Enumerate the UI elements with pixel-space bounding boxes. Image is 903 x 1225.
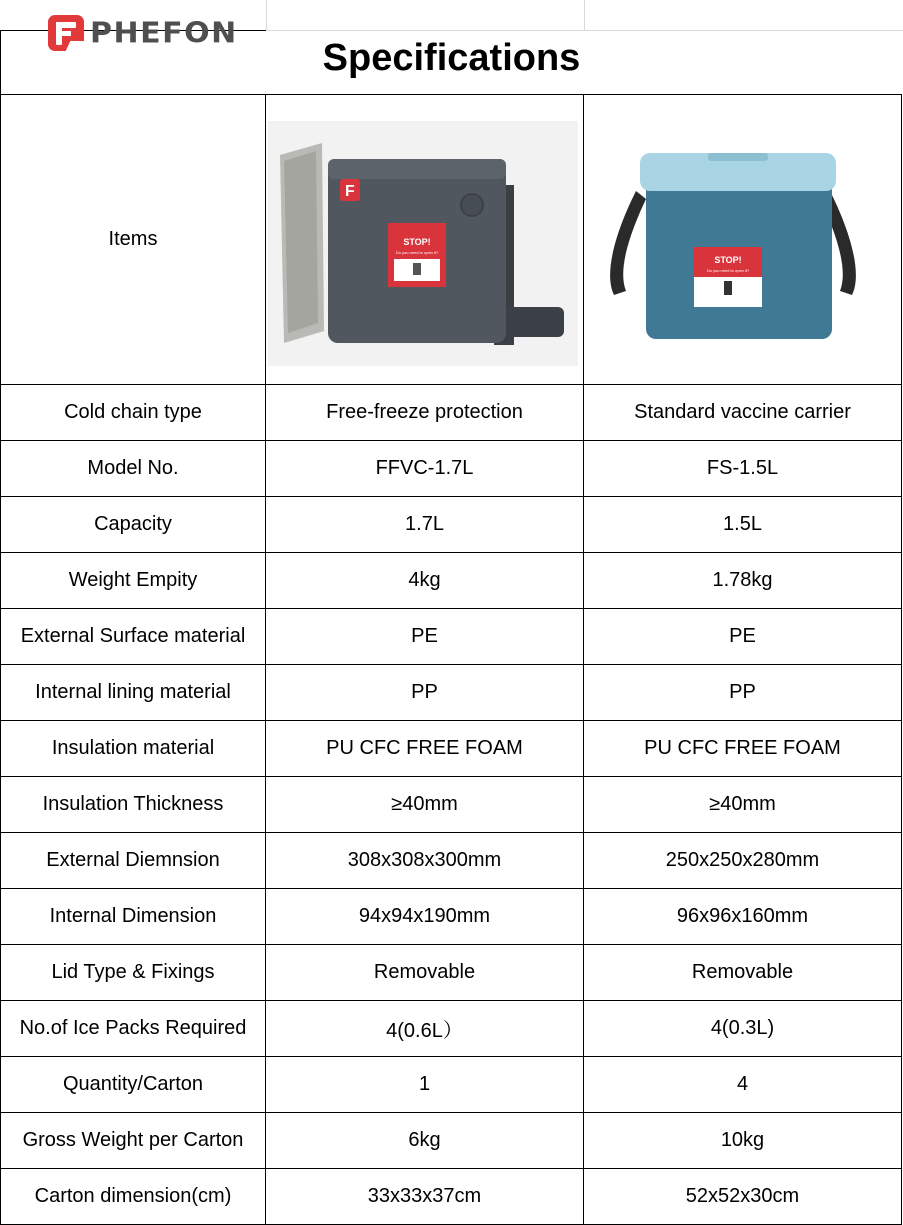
table-row	[1, 441, 902, 497]
row-value: ≥40mm	[266, 777, 584, 833]
row-value: Standard vaccine carrier	[584, 385, 902, 441]
table-row	[1, 553, 902, 609]
row-label: Internal lining material	[1, 665, 266, 721]
row-value: PU CFC FREE FOAM	[584, 721, 902, 777]
table-row	[1, 889, 902, 945]
row-value: PU CFC FREE FOAM	[266, 721, 584, 777]
row-value: 308x308x300mm	[266, 833, 584, 889]
row-value: 10kg	[584, 1113, 902, 1169]
specifications-table	[0, 94, 902, 1225]
row-value: Free-freeze protection	[266, 385, 584, 441]
row-value: 4	[584, 1057, 902, 1113]
product-image-cell	[266, 95, 584, 385]
row-label: Insulation Thickness	[1, 777, 266, 833]
row-value: 4(0.6L）	[266, 1001, 584, 1057]
row-label: Lid Type & Fixings	[1, 945, 266, 1001]
items-header: Items	[1, 95, 266, 385]
grid-line	[266, 30, 903, 31]
row-value: 1.5L	[584, 497, 902, 553]
grid-line	[584, 0, 585, 30]
row-value: FFVC-1.7L	[266, 441, 584, 497]
table-row	[1, 385, 902, 441]
row-label: Quantity/Carton	[1, 1057, 266, 1113]
row-value: 6kg	[266, 1113, 584, 1169]
grey-vaccine-carrier-image	[266, 95, 583, 378]
row-value: 94x94x190mm	[266, 889, 584, 945]
table-row	[1, 1113, 902, 1169]
sticker-text: Do you need to open it?	[395, 250, 439, 255]
row-label: No.of Ice Packs Required	[1, 1001, 266, 1057]
row-label: Gross Weight per Carton	[1, 1113, 266, 1169]
table-row	[1, 833, 902, 889]
row-value: 4(0.3L)	[584, 1001, 902, 1057]
row-value: 4kg	[266, 553, 584, 609]
page-title: Specifications	[322, 37, 581, 79]
sticker-title: STOP!	[714, 255, 742, 265]
row-value: PE	[266, 609, 584, 665]
row-value: FS-1.5L	[584, 441, 902, 497]
row-value: PP	[266, 665, 584, 721]
sticker-title: STOP!	[403, 237, 431, 247]
row-label: Weight Empity	[1, 553, 266, 609]
table-row	[1, 1057, 902, 1113]
row-label: Insulation material	[1, 721, 266, 777]
table-row	[1, 1001, 902, 1057]
row-value: 1	[266, 1057, 584, 1113]
svg-text:F: F	[345, 183, 355, 200]
table-row	[1, 497, 902, 553]
row-value: 1.78kg	[584, 553, 902, 609]
table-row	[1, 609, 902, 665]
row-label: Internal Dimension	[1, 889, 266, 945]
row-value: 52x52x30cm	[584, 1169, 902, 1225]
row-value: ≥40mm	[584, 777, 902, 833]
table-row	[1, 777, 902, 833]
row-value: Removable	[584, 945, 902, 1001]
table-row	[1, 665, 902, 721]
table-row	[1, 721, 902, 777]
brand-name: PHEFON	[90, 16, 238, 50]
table-row	[1, 1169, 902, 1225]
row-value: 96x96x160mm	[584, 889, 902, 945]
row-label: Model No.	[1, 441, 266, 497]
row-label: External Diemnsion	[1, 833, 266, 889]
row-value: PE	[584, 609, 902, 665]
row-label: Carton dimension(cm)	[1, 1169, 266, 1225]
row-value: 33x33x37cm	[266, 1169, 584, 1225]
table-row	[1, 945, 902, 1001]
row-label: Cold chain type	[1, 385, 266, 441]
row-value: Removable	[266, 945, 584, 1001]
row-label: External Surface material	[1, 609, 266, 665]
row-label: Capacity	[1, 497, 266, 553]
sticker-text: Do you need to open it?	[706, 268, 750, 273]
row-value: 250x250x280mm	[584, 833, 902, 889]
row-value: 1.7L	[266, 497, 584, 553]
product-image-cell	[584, 95, 902, 385]
blue-vaccine-carrier-image	[584, 95, 901, 378]
grid-line	[266, 0, 267, 30]
table-header-row	[1, 95, 902, 385]
row-value: PP	[584, 665, 902, 721]
